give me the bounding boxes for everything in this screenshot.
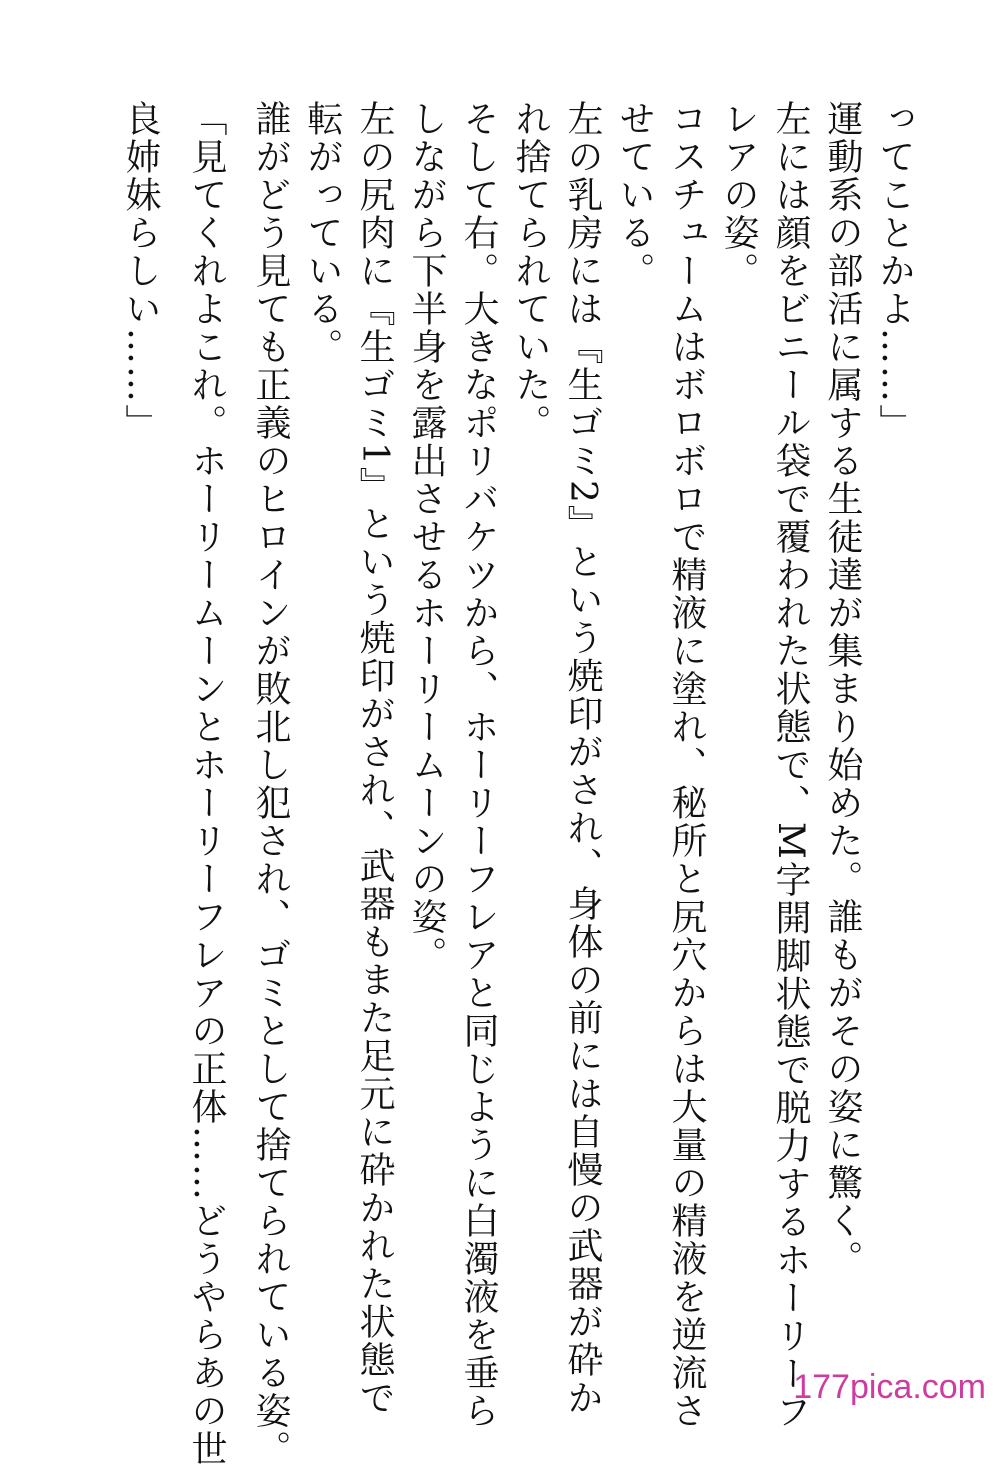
text-column-14: 「見てくれよこれ。ホーリームーンとホーリーフレアの正体……どうやらあの世 xyxy=(186,100,227,1468)
text-column-5: コスチュームはボロボロで精液に塗れ、秘所と尻穴からは大量の精液を逆流さ xyxy=(666,100,707,1430)
text-column-12: 転がっている。 xyxy=(302,100,343,366)
text-column-9: そして右。大きなポリバケツから、ホーリーフレアと同じように白濁液を垂ら xyxy=(458,100,499,1430)
text-column-1: ってことかよ……」 xyxy=(874,100,915,442)
text-column-11: 左の尻肉に『生ゴミ1』という焼印がされ、武器もまた足元に砕かれた状態で xyxy=(354,100,395,1417)
text-column-4: レアの姿。 xyxy=(718,100,759,290)
text-column-7: 左の乳房には『生ゴミ2』という焼印がされ、身体の前には自慢の武器が砕か xyxy=(562,100,603,1417)
text-column-13: 誰がどう見ても正義のヒロインが敗北し犯され、ゴミとして捨てられている姿。 xyxy=(250,100,291,1468)
text-column-15: 良姉妹らしい……」 xyxy=(120,100,161,442)
text-column-2: 運動系の部活に属する生徒達が集まり始めた。誰もがその姿に驚く。 xyxy=(822,100,863,1278)
text-column-6: せている。 xyxy=(614,100,655,290)
text-column-8: れ捨てられていた。 xyxy=(510,100,551,442)
text-column-3: 左には顔をビニール袋で覆われた状態で、M字開脚状態で脱力するホーリーフ xyxy=(770,100,811,1431)
site-watermark: 177pica.com xyxy=(793,1368,986,1406)
text-column-10: しながら下半身を露出させるホーリームーンの姿。 xyxy=(406,100,447,974)
